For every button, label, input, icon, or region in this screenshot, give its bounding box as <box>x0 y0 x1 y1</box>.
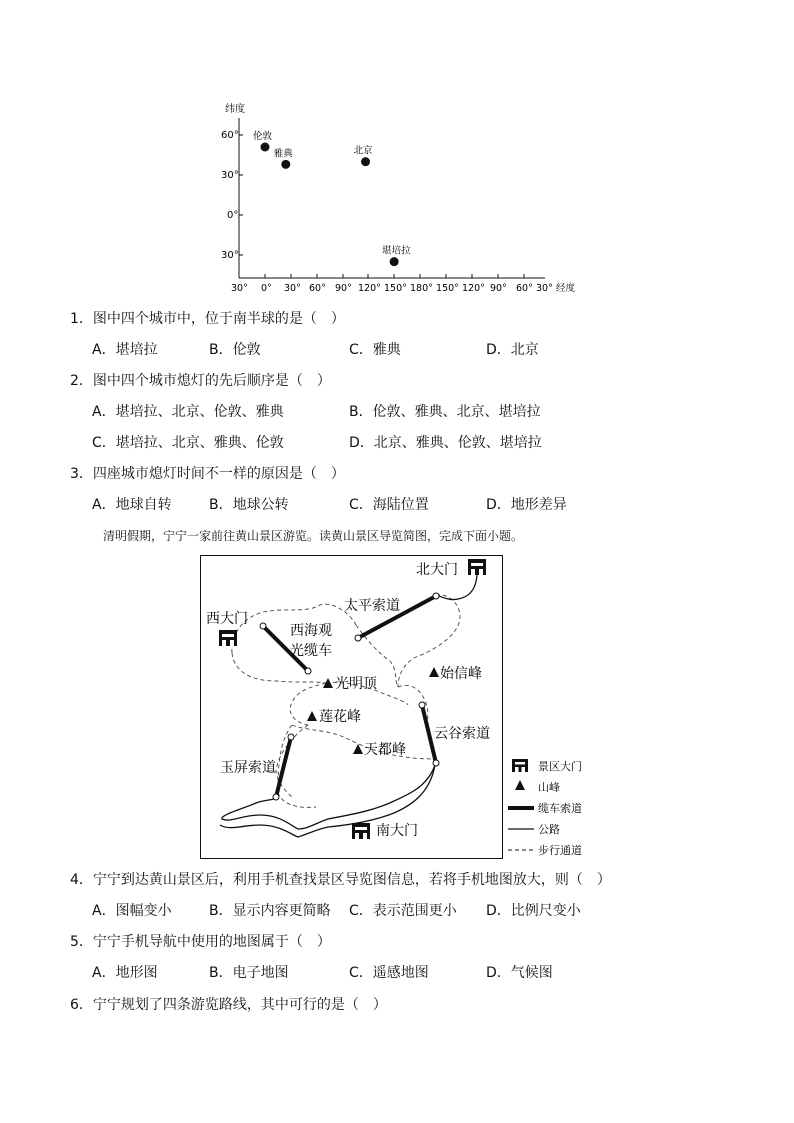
question-4-option-c[interactable]: C．表示范围更小 <box>349 903 457 919</box>
question-2-stem: 2．图中四个城市熄灯的先后顺序是（ ） <box>70 373 331 389</box>
city-point <box>281 160 290 169</box>
x-tick-label: 90° <box>335 283 352 294</box>
question-6-stem: 6．宁宁规划了四条游览路线，其中可行的是（ ） <box>70 997 387 1013</box>
x-tick-label: 30° <box>536 283 553 294</box>
x-tick-label: 90° <box>490 283 507 294</box>
question-5-option-c[interactable]: C．遥感地图 <box>349 965 429 981</box>
label-north-gate: 北大门 <box>416 562 458 578</box>
legend-gate-label: 景区大门 <box>538 760 582 773</box>
question-1-option-c[interactable]: C．雅典 <box>349 342 401 358</box>
huangshan-map <box>198 553 598 863</box>
question-5-option-a[interactable]: A．地形图 <box>92 965 158 981</box>
map-legend <box>508 759 582 857</box>
label-west-gate: 西大门 <box>206 611 248 627</box>
x-tick-label: 150° <box>384 283 407 294</box>
y-tick-label: 0° <box>227 210 239 221</box>
x-tick-label: 30° <box>231 283 248 294</box>
x-axis-title: 经度 <box>556 283 576 294</box>
legend-road-label: 公路 <box>538 823 560 836</box>
gate-icon <box>512 759 528 772</box>
x-tick-label: 60° <box>309 283 326 294</box>
city-label: 堪培拉 <box>382 245 411 257</box>
question-3-option-d[interactable]: D．地形差异 <box>486 497 567 513</box>
y-tick-label: 30° <box>221 250 239 261</box>
question-2-option-b[interactable]: B．伦敦、雅典、北京、堪培拉 <box>349 404 541 420</box>
legend-cableway-label: 缆车索道 <box>538 802 582 815</box>
question-5-option-d[interactable]: D．气候图 <box>486 965 553 981</box>
city-point <box>361 157 370 166</box>
question-3-option-c[interactable]: C．海陆位置 <box>349 497 429 513</box>
passage-intro: 清明假期，宁宁一家前往黄山景区游览。读黄山景区导览简图，完成下面小题。 <box>103 529 524 543</box>
y-tick-label: 60° <box>221 130 239 141</box>
question-1-option-a[interactable]: A．堪培拉 <box>92 342 158 358</box>
question-1-option-b[interactable]: B．伦敦 <box>209 342 261 358</box>
question-3-option-a[interactable]: A．地球自转 <box>92 497 172 513</box>
label-yungu-cableway: 云谷索道 <box>434 726 490 742</box>
legend-path-label: 步行通道 <box>538 844 582 857</box>
y-ticks <box>221 130 243 261</box>
label-guangmingding: 光明顶 <box>335 676 377 692</box>
label-shixinfeng: 始信峰 <box>440 666 482 682</box>
label-tiandufeng: 天都峰 <box>364 742 406 758</box>
x-ticks <box>231 274 576 294</box>
x-tick-label: 120° <box>358 283 381 294</box>
y-axis-title: 纬度 <box>225 104 245 115</box>
city-label: 雅典 <box>273 148 293 160</box>
y-tick-label: 30° <box>221 170 239 181</box>
gate-icon <box>219 630 237 646</box>
question-4-option-b[interactable]: B．显示内容更简略 <box>209 903 331 919</box>
question-2-option-a[interactable]: A．堪培拉、北京、伦敦、雅典 <box>92 404 284 420</box>
question-5-option-b[interactable]: B．电子地图 <box>209 965 289 981</box>
city-point <box>261 143 270 152</box>
x-tick-label: 30° <box>284 283 301 294</box>
question-4-stem: 4．宁宁到达黄山景区后，利用手机查找景区导览图信息，若将手机地图放大，则（ ） <box>70 872 611 888</box>
label-south-gate: 南大门 <box>376 823 418 839</box>
peak-icon <box>515 780 525 790</box>
question-2-option-c[interactable]: C．堪培拉、北京、雅典、伦敦 <box>92 435 284 451</box>
gate-icon <box>352 823 370 839</box>
x-tick-label: 0° <box>261 283 272 294</box>
question-1-option-d[interactable]: D．北京 <box>486 342 539 358</box>
question-5-stem: 5．宁宁手机导航中使用的地图属于（ ） <box>70 934 331 950</box>
question-3-stem: 3．四座城市熄灯时间不一样的原因是（ ） <box>70 466 345 482</box>
city-point <box>390 257 399 266</box>
x-tick-label: 60° <box>516 283 533 294</box>
label-xihai-cable-car-line2: 光缆车 <box>290 643 332 659</box>
question-3-option-b[interactable]: B．地球公转 <box>209 497 289 513</box>
question-4-option-a[interactable]: A．图幅变小 <box>92 903 172 919</box>
x-tick-label: 150° <box>436 283 459 294</box>
label-yuping-cableway: 玉屏索道 <box>220 760 276 776</box>
question-4-option-d[interactable]: D．比例尺变小 <box>486 903 581 919</box>
question-2-option-d[interactable]: D．北京、雅典、伦敦、堪培拉 <box>349 435 542 451</box>
label-taiping-cableway: 太平索道 <box>344 598 400 614</box>
city-label: 伦敦 <box>253 131 273 142</box>
gate-icon <box>468 559 486 575</box>
label-lianhuafeng: 莲花峰 <box>319 709 361 725</box>
question-1-stem: 1．图中四个城市中，位于南半球的是（ ） <box>70 311 345 327</box>
x-tick-label: 180° <box>410 283 433 294</box>
city-points <box>253 130 411 266</box>
legend-peak-label: 山峰 <box>538 781 560 794</box>
x-tick-label: 120° <box>462 283 485 294</box>
city-label: 北京 <box>353 145 373 157</box>
label-xihai-cable-car-line1: 西海观 <box>290 623 332 639</box>
city-coordinate-chart <box>210 98 590 298</box>
